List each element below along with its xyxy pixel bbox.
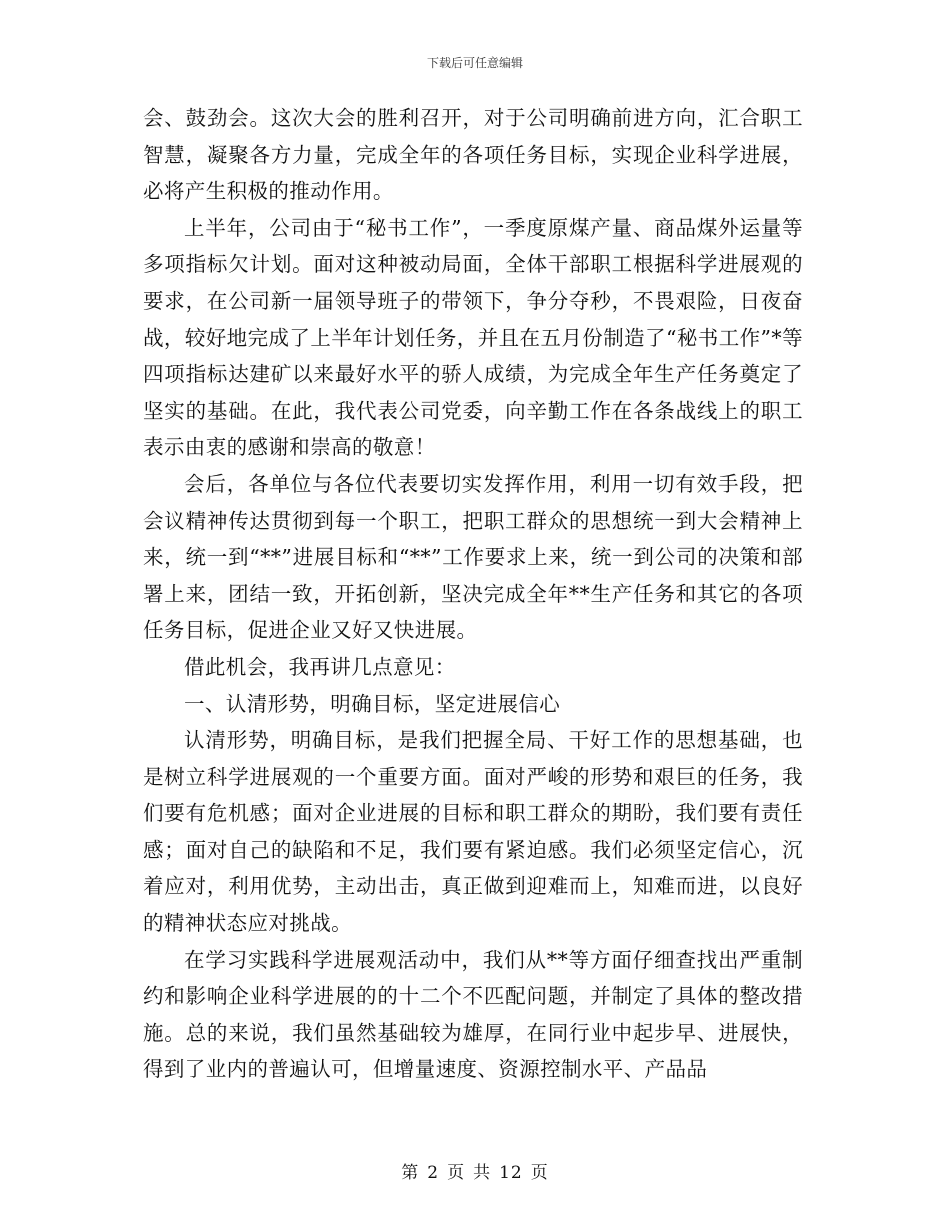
paragraph-3: 会后，各单位与各位代表要切实发挥作用，利用一切有效手段，把会议精神传达贯彻到每一个职工，把职工群众的思想统一到大会精神上来，统一到“**”进展目标和“**”工作要求上来，统一到公司的决策和部署上来，团结一致，开拓创新，坚决完成全年**生产任务和其它的各项任务目标，促进企业又好又快进展。 <box>143 471 803 643</box>
section-heading: 一、认清形势，明确目标，坚定进展信心 <box>184 691 561 716</box>
footer-page-label: 页 <box>447 1163 466 1183</box>
footer-total-label: 共 <box>473 1163 492 1183</box>
paragraph-1: 会、鼓劲会。这次大会的胜利召开，对于公司明确前进方向，汇合职工智慧，凝聚各方力量，完成全年的各项任务目标，实现企业科学进展，必将产生积极的推动作用。 <box>143 106 803 204</box>
page-footer <box>0 1158 950 1183</box>
paragraph-4: 借此机会，我再讲几点意见： <box>184 654 456 679</box>
page-header: 下载后可任意编辑 <box>426 56 523 70</box>
footer-prefix: 第 <box>401 1163 420 1183</box>
paragraph-5: 认清形势，明确目标，是我们把握全局、干好工作的思想基础，也是树立科学进展观的一个重要方面。面对严峻的形势和艰巨的任务，我们要有危机感；面对企业进展的目标和职工群众的期盼，我们要有责任感；面对自己的缺陷和不足，我们要有紧迫感。我们必须坚定信心，沉着应对，利用优势，主动出击，真正做到迎难而上，知难而进，以良好的精神状态应对挑战。 <box>143 728 803 936</box>
paragraph-2: 上半年，公司由于“秘书工作”，一季度原煤产量、商品煤外运量等多项指标欠计划。面对这种被动局面，全体干部职工根据科学进展观的要求，在公司新一届领导班子的带领下，争分夺秒，不畏艰险，日夜奋战，较好地完成了上半年计划任务，并且在五月份制造了“秘书工作”*等四项指标达建矿以来最好水平的骄人成绩，为完成全年生产任务奠定了坚实的基础。在此，我代表公司党委，向辛勤工作在各条战线上的职工表示由衷的感谢和崇高的敬意！ <box>143 215 803 460</box>
current-page-number: 2 <box>427 1163 440 1183</box>
footer-suffix: 页 <box>530 1163 549 1183</box>
document-body <box>143 100 803 1088</box>
paragraph-6: 在学习实践科学进展观活动中，我们从**等方面仔细查找出严重制约和影响企业科学进展的的十二个不匹配问题，并制定了具体的整改措施。总的来说，我们虽然基础较为雄厚，在同行业中起步早、进展快，得到了业内的普遍认可，但增量速度、资源控制水平、产品品 <box>143 947 803 1082</box>
total-pages-number: 12 <box>499 1163 523 1183</box>
